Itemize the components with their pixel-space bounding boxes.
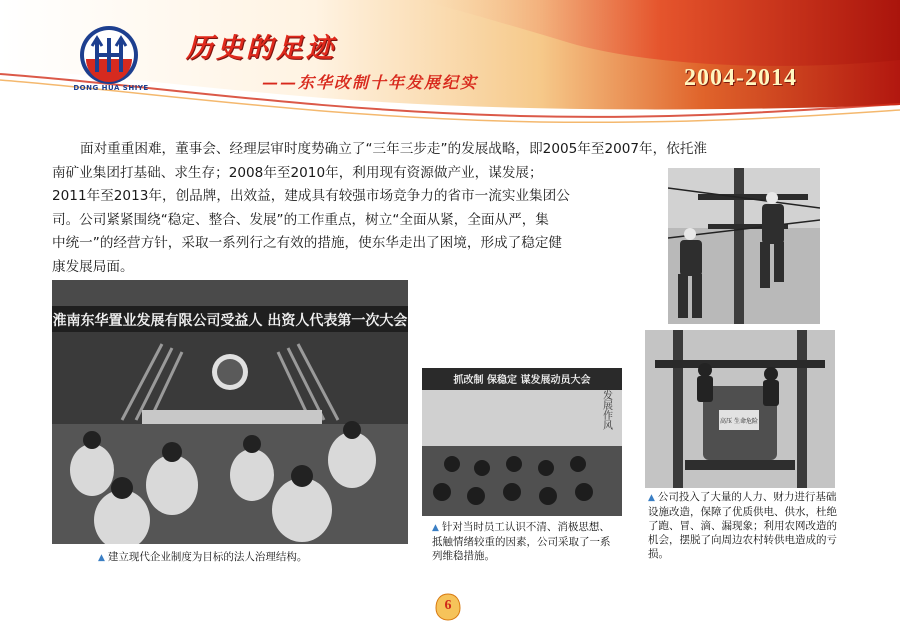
body-line: 2011年至2013年，创品牌，出效益，建成具有较强市场竞争力的省市一流实业集团公 <box>52 188 570 205</box>
caption-mobilization-text: 针对当时员工认识不清、消极思想、抵触情绪较重的因素，公司采取了一系列维稳措施。 <box>432 521 611 562</box>
photo-electricians-on-pole <box>668 168 820 324</box>
caption-meeting <box>98 550 418 565</box>
page-subtitle: ——东华改制十年发展纪实 <box>262 73 479 92</box>
company-logo <box>78 24 140 86</box>
photo-mobilization-meeting <box>422 368 622 516</box>
caption-marker-icon: ▲ <box>432 523 439 533</box>
page-number: 6 <box>444 598 452 613</box>
transformer-label: 高压 生命危险 <box>720 418 758 425</box>
page-header <box>0 0 900 130</box>
photo-shareholder-meeting <box>52 280 408 544</box>
meeting-banner-text: 淮南东华置业发展有限公司受益人 出资人代表第一次大会 <box>52 313 408 329</box>
caption-transformer-text: 公司投入了大量的人力、财力进行基础设施改造，保障了优质供电、供水，杜绝了跑、冒、滴、漏现象；利用农网改造的机会，摆脱了向周边农村转供电造成的亏损。 <box>648 491 837 560</box>
page-number-badge <box>434 592 462 622</box>
body-line: 面对重重困难，董事会、经理层审时度势确立了“三年三步走”的发展战略，即2005年至2007年，依托淮 <box>80 141 708 157</box>
year-range: 2004-2014 <box>684 65 797 91</box>
mobilize-side-text: 发展作风 <box>600 390 612 430</box>
caption-marker-icon: ▲ <box>648 493 655 503</box>
logo-text: DONG HUA SHIYE <box>73 84 149 92</box>
caption-mobilization <box>432 520 618 563</box>
caption-meeting-text: 建立现代企业制度为目标的法人治理结构。 <box>107 551 308 563</box>
caption-marker-icon: ▲ <box>98 553 105 563</box>
photo-transformer-repair <box>645 330 835 488</box>
body-line: 南矿业集团打基础、求生存；2008年至2010年，利用现有资源做产业，谋发展； <box>52 164 543 181</box>
page-title: 历史的足迹 <box>186 33 336 64</box>
body-line: 中统一”的经营方针，采取一系列行之有效的措施，使东华走出了困境，形成了稳定健 <box>52 235 563 252</box>
body-line: 康发展局面。 <box>52 258 134 275</box>
body-line: 司。公司紧紧围绕“稳定、整合、发展”的工作重点，树立“全面从紧，全面从严，集 <box>52 211 549 228</box>
caption-transformer <box>648 490 838 561</box>
mobilize-banner-text: 抓改制 保稳定 谋发展动员大会 <box>453 375 591 386</box>
